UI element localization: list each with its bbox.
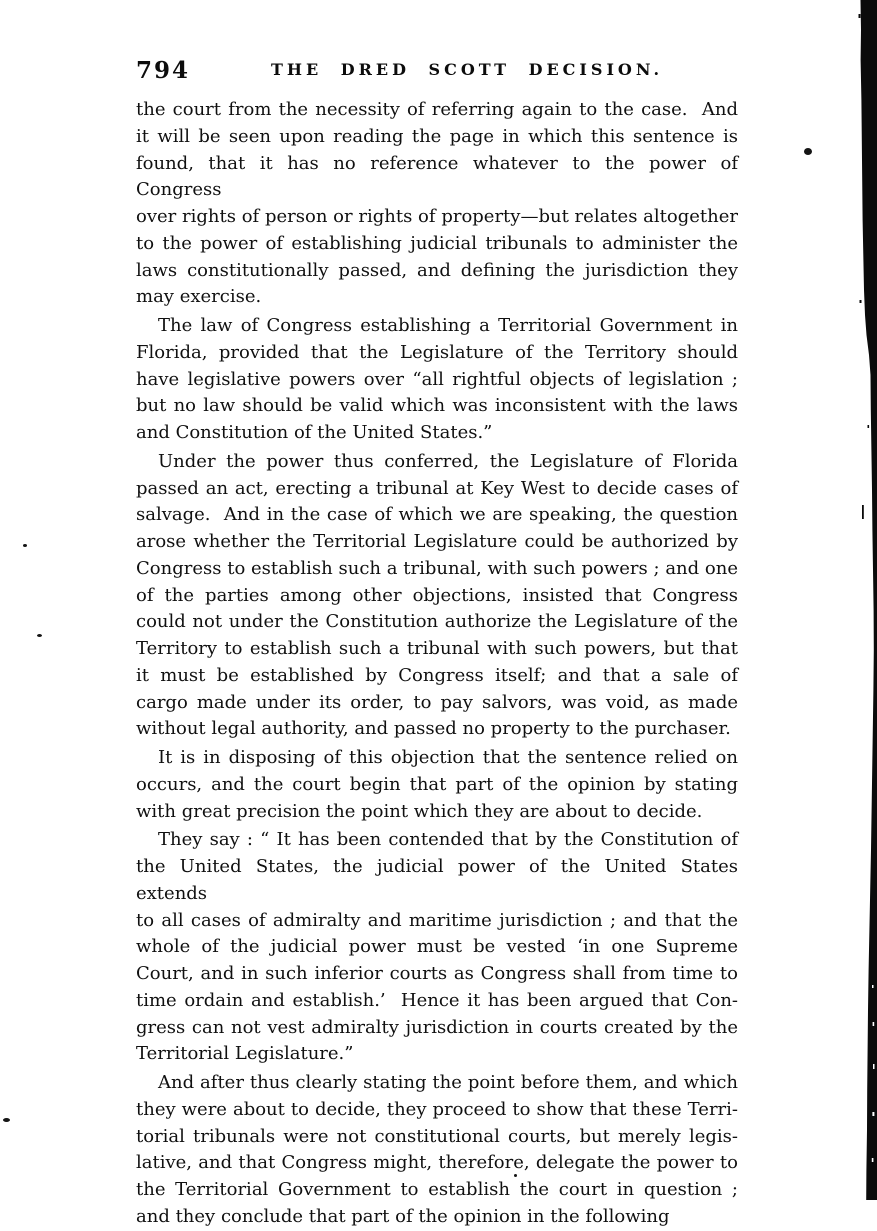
text-line: whole of the judicial power must be vested ‘in one Supreme	[136, 936, 738, 958]
text-line: They say : “ It has been contended that by the Constitution of	[158, 829, 738, 851]
text-line: and Constitution of the United States.”	[136, 422, 493, 443]
ink-speck	[804, 148, 812, 155]
text-line: of the parties among other objections, insisted that Congress	[136, 584, 738, 606]
text-line: with great precision the point which they are about to decide.	[136, 800, 703, 822]
text-line: and they conclude that part of the opinion in the following	[136, 1205, 670, 1227]
text-line: it must be established by Congress itself; and that a sale of	[136, 664, 738, 686]
paragraph	[136, 449, 738, 743]
text-line: they were about to decide, they proceed to show that these Terri-	[136, 1098, 738, 1120]
text-line: passed an act, erecting a tribunal at Key West to decide cases of	[136, 477, 738, 499]
text-line: the United States, the judicial power of the United States extends	[136, 856, 738, 904]
ink-speck	[37, 634, 42, 637]
text-line: laws constitutionally passed, and defining the jurisdiction they	[136, 259, 738, 281]
right-edge-scan-artifact	[853, 0, 877, 1200]
running-title: THE DRED SCOTT DECISION.	[270, 60, 664, 79]
text-line: Under the power thus conferred, the Legislature of Florida	[158, 450, 738, 472]
text-line: time ordain and establish.’ Hence it has been argued that Con-	[136, 989, 738, 1011]
running-head	[136, 56, 738, 84]
text-body	[136, 97, 738, 1231]
ink-speck	[23, 544, 27, 547]
ink-speck	[514, 1174, 517, 1177]
text-line: found, that it has no reference whatever to the power of Congress	[136, 152, 738, 201]
text-line: The law of Congress establishing a Territorial Government in	[158, 315, 738, 336]
paragraph	[136, 827, 738, 1068]
text-line: Territorial Legislature.”	[136, 1043, 354, 1065]
page-number: 794	[136, 57, 191, 84]
paragraph	[136, 1070, 738, 1231]
text-line: have legislative powers over “all rightful objects of legislation ;	[136, 368, 738, 390]
ink-speck	[3, 1118, 10, 1122]
text-line: arose whether the Territorial Legislature could be authorized by	[136, 531, 738, 552]
text-line: lative, and that Congress might, therefore, delegate the power to	[136, 1152, 738, 1174]
text-line: without legal authority, and passed no property to the purchaser.	[136, 718, 731, 740]
text-line: may exercise.	[136, 286, 262, 308]
text-line: occurs, and the court begin that part of the opinion by stating	[136, 773, 738, 795]
text-line: could not under the Constitution authorize the Legislature of the	[136, 611, 738, 633]
text-line: the Territorial Government to establish the court in question ;	[136, 1179, 738, 1200]
paragraph	[136, 97, 738, 311]
text-line: Florida, provided that the Legislature of the Territory should	[136, 341, 738, 363]
text-line: cargo made under its order, to pay salvors, was void, as made	[136, 691, 738, 713]
text-line: Territory to establish such a tribunal with such powers, but that	[136, 638, 738, 659]
text-line: Court, and in such inferior courts as Congress shall from time to	[136, 963, 738, 984]
text-line: salvage. And in the case of which we are speaking, the question	[136, 504, 738, 526]
text-line: gress can not vest admiralty jurisdiction in courts created by the	[136, 1016, 738, 1038]
text-line: torial tribunals were not constitutional courts, but merely legis-	[136, 1125, 738, 1147]
paragraph	[136, 745, 738, 825]
text-line: over rights of person or rights of property—but relates altogether	[136, 206, 738, 227]
text-line: but no law should be valid which was inconsistent with the laws	[136, 395, 738, 417]
text-line: the court from the necessity of referring again to the case. And	[136, 99, 738, 120]
text-line: it will be seen upon reading the page in which this sentence is	[136, 125, 738, 147]
text-line: And after thus clearly stating the point before them, and which	[158, 1072, 738, 1093]
text-line: to the power of establishing judicial tribunals to administer the	[136, 232, 738, 254]
text-line: It is in disposing of this objection that the sentence relied on	[158, 747, 738, 768]
text-line: to all cases of admiralty and maritime jurisdiction ; and that the	[136, 909, 738, 931]
text-line: Congress to establish such a tribunal, with such powers ; and one	[136, 557, 738, 579]
paragraph	[136, 313, 738, 447]
